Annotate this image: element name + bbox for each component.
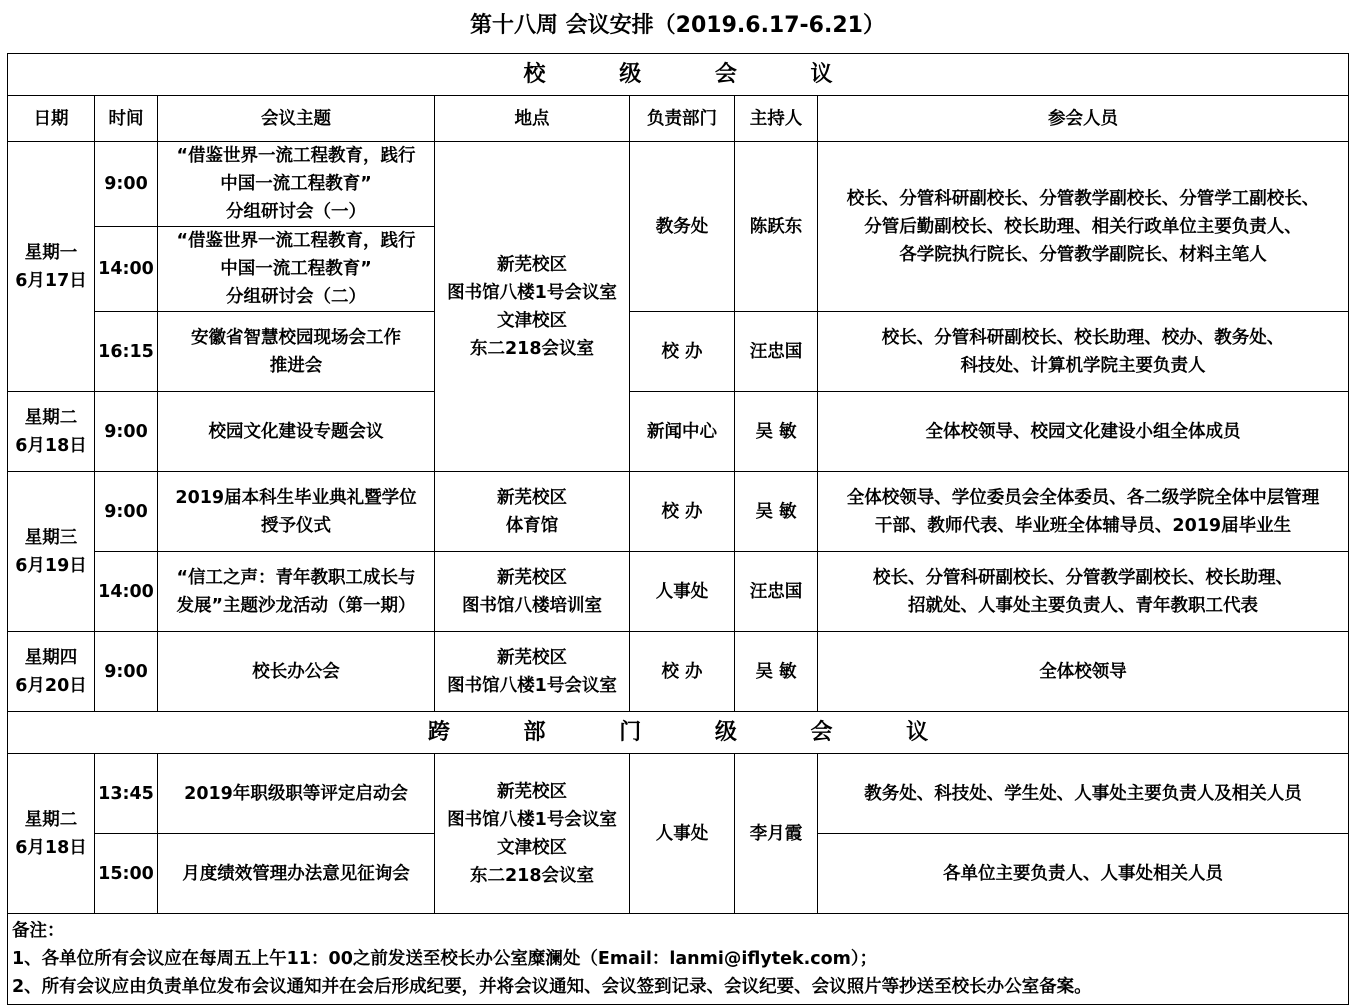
section-cross-department: 跨 部 门 级 会 议 (8, 712, 1349, 754)
header-time: 时间 (95, 96, 158, 142)
host-cell: 李月霞 (735, 754, 818, 914)
table-row (8, 392, 1349, 472)
attendees-cell: 全体校领导 (818, 632, 1349, 712)
attendees-cell: 校长、分管科研副校长、校长助理、校办、教务处、 科技处、计算机学院主要负责人 (818, 312, 1349, 392)
location-cell: 新芜校区 图书馆八楼1号会议室 (435, 632, 630, 712)
time-cell: 14:00 (95, 552, 158, 632)
host-cell: 吴 敏 (735, 472, 818, 552)
table-row (8, 142, 1349, 227)
host-cell: 汪忠国 (735, 312, 818, 392)
location-cell-shared: 新芜校区 图书馆八楼1号会议室 文津校区 东二218会议室 (435, 142, 630, 472)
dept-cell: 新闻中心 (630, 392, 735, 472)
attendees-cell: 全体校领导、学位委员会全体委员、各二级学院全体中层管理 干部、教师代表、毕业班全体辅导员、2019届毕业生 (818, 472, 1349, 552)
header-host: 主持人 (735, 96, 818, 142)
time-cell: 9:00 (95, 142, 158, 227)
topic-cell: 2019年职级职等评定启动会 (158, 754, 435, 834)
time-cell: 9:00 (95, 472, 158, 552)
dept-cell: 教务处 (630, 142, 735, 312)
dept-cell: 人事处 (630, 754, 735, 914)
topic-cell: “借鉴世界一流工程教育，践行 中国一流工程教育” 分组研讨会（一） (158, 142, 435, 227)
location-cell: 新芜校区 图书馆八楼1号会议室 文津校区 东二218会议室 (435, 754, 630, 914)
attendees-cell: 校长、分管科研副校长、分管教学副校长、校长助理、 招就处、人事处主要负责人、青年教职工代表 (818, 552, 1349, 632)
time-cell: 14:00 (95, 227, 158, 312)
dept-cell: 校 办 (630, 312, 735, 392)
header-location: 地点 (435, 96, 630, 142)
dept-cell: 校 办 (630, 632, 735, 712)
topic-cell: 安徽省智慧校园现场会工作 推进会 (158, 312, 435, 392)
host-cell: 汪忠国 (735, 552, 818, 632)
date-cell-wed: 星期三 6月19日 (8, 472, 95, 632)
time-cell: 15:00 (95, 834, 158, 914)
host-cell: 陈跃东 (735, 142, 818, 312)
table-row (8, 472, 1349, 552)
date-cell-mon: 星期一 6月17日 (8, 142, 95, 392)
topic-cell: 校园文化建设专题会议 (158, 392, 435, 472)
host-cell: 吴 敏 (735, 392, 818, 472)
topic-cell: “信工之声：青年教职工成长与 发展”主题沙龙活动（第一期） (158, 552, 435, 632)
dept-cell: 校 办 (630, 472, 735, 552)
header-topic: 会议主题 (158, 96, 435, 142)
header-date: 日期 (8, 96, 95, 142)
section-school-level: 校 级 会 议 (8, 54, 1349, 96)
table-row (8, 754, 1349, 834)
header-dept: 负责部门 (630, 96, 735, 142)
topic-cell: 2019届本科生毕业典礼暨学位 授予仪式 (158, 472, 435, 552)
attendees-cell: 全体校领导、校园文化建设小组全体成员 (818, 392, 1349, 472)
topic-cell: 月度绩效管理办法意见征询会 (158, 834, 435, 914)
time-cell: 16:15 (95, 312, 158, 392)
dept-cell: 人事处 (630, 552, 735, 632)
notes-label: 备注： (12, 921, 65, 941)
note-1: 1、各单位所有会议应在每周五上午11：00之前发送至校长办公室糜澜处（Email：lanmi@iflytek.com）； (12, 949, 878, 969)
date-cell-cross: 星期二 6月18日 (8, 754, 95, 914)
topic-cell: 校长办公会 (158, 632, 435, 712)
attendees-cell: 校长、分管科研副校长、分管教学副校长、分管学工副校长、 分管后勤副校长、校长助理、相关行政单位主要负责人、 各学院执行院长、分管教学副院长、材料主笔人 (818, 142, 1349, 312)
date-cell-tue: 星期二 6月18日 (8, 392, 95, 472)
host-cell: 吴 敏 (735, 632, 818, 712)
header-row (8, 96, 1349, 142)
page-title: 第十八周 会议安排（2019.6.17-6.21） (470, 13, 885, 38)
meeting-schedule-table (7, 53, 1349, 1005)
note-2: 2、所有会议应由负责单位发布会议通知并在会后形成纪要，并将会议通知、会议签到记录、会议纪要、会议照片等抄送至校长办公室备案。 (12, 977, 1092, 997)
attendees-cell: 教务处、科技处、学生处、人事处主要负责人及相关人员 (818, 754, 1349, 834)
table-row (8, 552, 1349, 632)
time-cell: 9:00 (95, 392, 158, 472)
attendees-cell: 各单位主要负责人、人事处相关人员 (818, 834, 1349, 914)
notes-section (8, 914, 1349, 1005)
header-attendees: 参会人员 (818, 96, 1349, 142)
time-cell: 13:45 (95, 754, 158, 834)
time-cell: 9:00 (95, 632, 158, 712)
table-row (8, 312, 1349, 392)
date-cell-thu: 星期四 6月20日 (8, 632, 95, 712)
table-row (8, 632, 1349, 712)
location-cell: 新芜校区 图书馆八楼培训室 (435, 552, 630, 632)
location-cell: 新芜校区 体育馆 (435, 472, 630, 552)
topic-cell: “借鉴世界一流工程教育，践行 中国一流工程教育” 分组研讨会（二） (158, 227, 435, 312)
